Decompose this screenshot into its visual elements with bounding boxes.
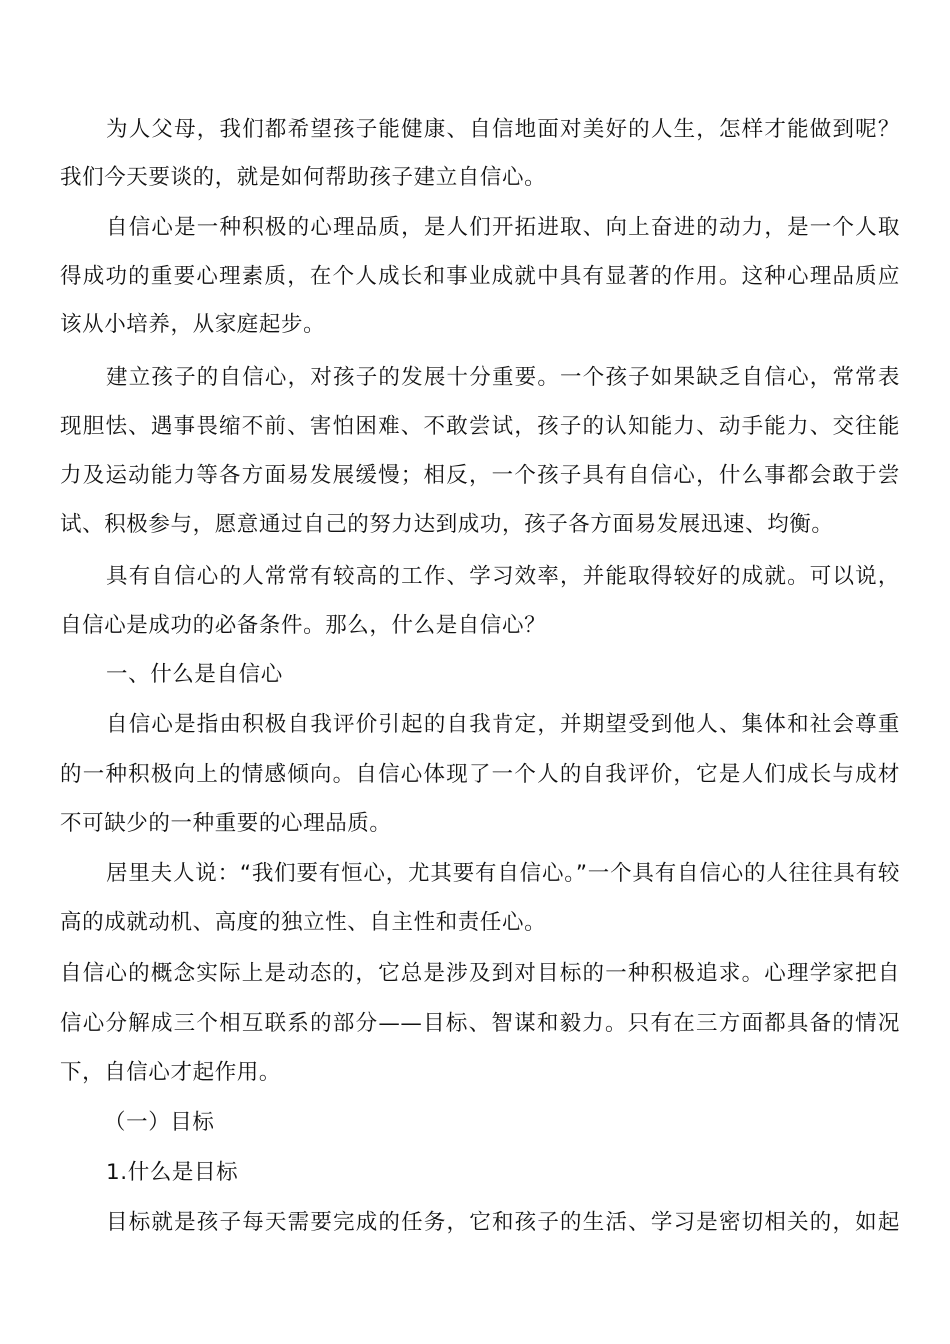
paragraph-line: 自信心的概念实际上是动态的，它总是涉及到对目标的一种积极追求。心理学家把自 <box>60 961 900 986</box>
paragraph-line: 具有自信心的人常常有较高的工作、学习效率，并能取得较好的成就。可以说， <box>106 564 900 589</box>
paragraph-line: 力及运动能力等各方面易发展缓慢；相反，一个孩子具有自信心，什么事都会敢于尝 <box>60 463 900 488</box>
paragraph-line: 高的成就动机、高度的独立性、自主性和责任心。 <box>60 910 547 935</box>
paragraph-line: 建立孩子的自信心，对孩子的发展十分重要。一个孩子如果缺乏自信心，常常表 <box>106 365 900 390</box>
paragraph-line: 现胆怯、遇事畏缩不前、害怕困难、不敢尝试，孩子的认知能力、动手能力、交往能 <box>60 414 900 439</box>
paragraph-line: 自信心是一种积极的心理品质，是人们开拓进取、向上奋进的动力，是一个人取 <box>106 215 900 240</box>
paragraph-line: 下，自信心才起作用。 <box>60 1060 282 1085</box>
paragraph-line: 得成功的重要心理素质，在个人成长和事业成就中具有显著的作用。这种心理品质应 <box>60 264 900 289</box>
paragraph-line: 信心分解成三个相互联系的部分——目标、智谋和毅力。只有在三方面都具备的情况 <box>60 1011 900 1036</box>
paragraph-line: 自信心是成功的必备条件。那么，什么是自信心？ <box>60 613 547 638</box>
paragraph-line: 目标就是孩子每天需要完成的任务，它和孩子的生活、学习是密切相关的，如起 <box>106 1210 900 1235</box>
subsection-heading: 1.什么是目标 <box>106 1160 239 1185</box>
paragraph-line: 试、积极参与，愿意通过自己的努力达到成功，孩子各方面易发展迅速、均衡。 <box>60 512 834 537</box>
section-heading: 一、什么是自信心 <box>106 662 283 687</box>
paragraph-line: 自信心是指由积极自我评价引起的自我肯定，并期望受到他人、集体和社会尊重 <box>106 712 900 737</box>
subsection-heading: （一）目标 <box>104 1110 215 1135</box>
paragraph-line: 该从小培养，从家庭起步。 <box>60 312 326 337</box>
paragraph-line: 居里夫人说：“我们要有恒心，尤其要有自信心。”一个具有自信心的人往往具有较 <box>106 861 900 886</box>
paragraph-line: 我们今天要谈的，就是如何帮助孩子建立自信心。 <box>60 165 547 190</box>
paragraph-line: 不可缺少的一种重要的心理品质。 <box>60 811 392 836</box>
paragraph-line: 的一种积极向上的情感倾向。自信心体现了一个人的自我评价，它是人们成长与成材 <box>60 762 900 787</box>
paragraph-line: 为人父母，我们都希望孩子能健康、自信地面对美好的人生，怎样才能做到呢？ <box>106 117 900 142</box>
